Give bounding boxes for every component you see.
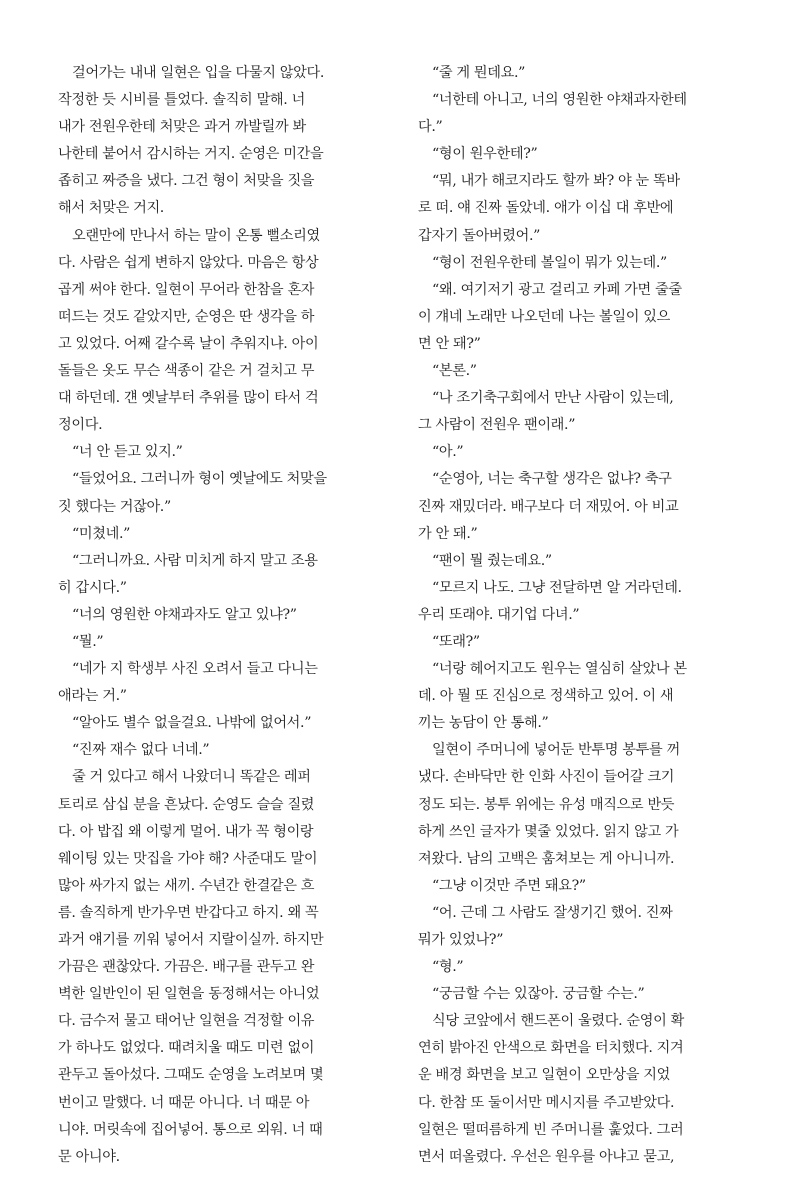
- text-line: “네가 지 학생부 사진 오려서 들고 다니는: [72, 661, 318, 678]
- text-line: 가 안 돼.”: [418, 525, 478, 542]
- text-line: 웨이팅 있는 맛집을 가야 해? 사준대도 말이: [58, 850, 318, 867]
- text-line: 운 배경 화면을 보고 일현이 오만상을 지었: [418, 1067, 670, 1084]
- text-line: 로 떠. 얘 진짜 돌았네. 애가 이십 대 후반에: [418, 200, 674, 217]
- text-line: 름. 솔직하게 반가우면 반갑다고 하지. 왜 꼭: [58, 904, 319, 921]
- text-line: 걸어가는 내내 일현은 입을 다물지 않았다.: [72, 65, 324, 81]
- text-line: 데. 아 뭘 또 진심으로 정색하고 있어. 이 새: [418, 688, 674, 705]
- text-line: 떠드는 것도 같았지만, 순영은 딴 생각을 하: [58, 308, 315, 325]
- text-line: 연히 밝아진 안색으로 화면을 터치했다. 지겨: [418, 1040, 684, 1057]
- text-line: 고 있었다. 어째 갈수록 날이 추워지냐. 아이: [58, 335, 319, 352]
- text-line: 정이다.: [58, 417, 103, 434]
- text-line: 갑자기 돌아버렸어.”: [418, 227, 541, 244]
- text-line: “너랑 헤어지고도 원우는 열심히 살았나 본: [432, 661, 687, 678]
- text-line: 끼는 농담이 안 통해.”: [418, 715, 549, 732]
- text-line: 져왔다. 남의 고백은 훔쳐보는 게 아니니까.: [418, 850, 675, 867]
- text-line: 다. 아 밥집 왜 이렇게 멀어. 내가 꼭 형이랑: [58, 823, 314, 840]
- text-line: 내가 전원우한테 처맞은 과거 까발릴까 봐: [58, 119, 306, 136]
- text-line: “형이 전원우한테 볼일이 뭐가 있는데.”: [432, 254, 667, 271]
- text-line: 뭐가 있었나?”: [418, 932, 504, 948]
- text-line: 많아 싸가지 없는 새끼. 수년간 한결같은 흐: [58, 877, 315, 894]
- text-line: 일현은 떨떠름하게 빈 주머니를 훑었다. 그러: [418, 1121, 684, 1138]
- text-line: 진짜 재밌더라. 배구보다 더 재밌어. 아 비교: [418, 498, 679, 515]
- text-line: 나한테 붙어서 감시하는 거지. 순영은 미간을: [58, 146, 324, 163]
- left-text-column: [58, 60, 396, 1171]
- text-line: “뭐, 내가 해코지라도 할까 봐? 야 눈 똑바: [432, 173, 680, 190]
- text-line: 대 하던데. 걘 옛날부터 추위를 많이 타서 걱: [58, 390, 319, 407]
- text-line: 다. 사람은 쉽게 변하지 않았다. 마음은 항상: [58, 254, 319, 271]
- text-line: 문 아니야.: [58, 1148, 120, 1165]
- text-line: 히 갑시다.”: [58, 579, 127, 596]
- text-line: 우리 또래야. 대기업 다녀.”: [418, 606, 580, 623]
- text-line: 작정한 듯 시비를 틀었다. 솔직히 말해. 너: [58, 92, 305, 109]
- text-line: “본론.”: [432, 363, 477, 380]
- text-line: 과거 얘기를 끼워 넣어서 지랄이실까. 하지만: [58, 932, 324, 948]
- text-line: 니야. 머릿속에 집어넣어. 통으로 외워. 너 때: [58, 1121, 323, 1138]
- text-line: “아.”: [432, 444, 464, 461]
- text-line: “너 안 듣고 있지.”: [72, 444, 183, 461]
- text-line: 하게 쓰인 글자가 몇줄 있었다. 읽지 않고 가: [418, 823, 679, 840]
- text-line: 번이고 말했다. 너 때문 아니다. 너 때문 아: [58, 1094, 310, 1111]
- text-line: “너의 영원한 야채과자도 알고 있냐?”: [72, 606, 297, 623]
- text-line: 토리로 삼십 분을 흔났다. 순영도 슬슬 질렸: [58, 796, 315, 813]
- text-line: “미쳤네.”: [72, 525, 131, 542]
- text-line: “진짜 재수 없다 너네.”: [72, 742, 210, 759]
- text-line: 식당 코앞에서 핸드폰이 울렸다. 순영이 확: [432, 1013, 684, 1030]
- text-line: “그냥 이것만 주면 돼요?”: [432, 877, 586, 894]
- text-line: “알아도 별수 없을걸요. 나밖에 없어서.”: [72, 715, 312, 732]
- text-line: “왜. 여기저기 광고 걸리고 카페 가면 줄줄: [432, 281, 682, 298]
- text-line: 일현이 주머니에 넣어둔 반투명 봉투를 꺼: [432, 742, 680, 759]
- text-line: 그 사람이 전원우 팬이래.”: [418, 417, 576, 434]
- text-line: 면 안 돼?”: [418, 335, 481, 352]
- text-line: 짓 했다는 거잖아.”: [58, 498, 171, 515]
- text-line: 돌들은 옷도 무슨 색종이 같은 거 걸치고 무: [58, 363, 315, 380]
- text-line: 정도 되는. 봉투 위에는 유성 매직으로 반듯: [418, 796, 675, 813]
- text-line: 오랜만에 만나서 하는 말이 온통 뻘소리였: [72, 227, 320, 244]
- text-line: “뭘.”: [72, 633, 104, 650]
- text-line: 다. 한참 또 둘이서만 메시지를 주고받았다.: [418, 1094, 675, 1111]
- text-line: 좁히고 짜증을 냈다. 그건 형이 처맞을 짓을: [58, 173, 315, 190]
- text-line: 면서 떠올렸다. 우선은 원우를 아냐고 묻고,: [418, 1148, 675, 1165]
- text-line: 애라는 거.”: [58, 688, 127, 705]
- text-line: 관두고 돌아섰다. 그때도 순영을 노려보며 몇: [58, 1067, 324, 1084]
- text-line: “형이 원우한테?”: [432, 146, 538, 163]
- text-line: “형.”: [432, 959, 464, 976]
- text-line: 가끔은 괜찮았다. 가끔은. 배구를 관두고 완: [58, 959, 315, 976]
- text-line: “들었어요. 그러니까 형이 옛날에도 처맞을: [72, 471, 327, 488]
- text-line: 가 하나도 없었다. 때려치울 때도 미련 없이: [58, 1040, 315, 1057]
- text-line: 곱게 써야 한다. 일현이 무어라 한참을 혼자: [58, 281, 315, 298]
- text-line: “순영아, 너는 축구할 생각은 없냐? 축구: [432, 471, 672, 488]
- text-line: 해서 처맞은 거지.: [58, 200, 164, 217]
- text-line: “모르지 나도. 그냥 전달하면 알 거라던데.: [432, 579, 682, 596]
- text-line: “어. 근데 그 사람도 잘생기긴 했어. 진짜: [432, 904, 673, 921]
- text-line: “궁금할 수는 있잖아. 궁금할 수는.”: [432, 986, 645, 1003]
- text-line: 다.”: [418, 119, 443, 136]
- right-text-column: [418, 60, 756, 1171]
- text-line: “줄 게 뭔데요.”: [432, 65, 526, 81]
- text-line: 냈다. 손바닥만 한 인화 사진이 들어갈 크기: [418, 769, 675, 786]
- text-line: “또래?”: [432, 633, 480, 650]
- text-line: “팬이 뭘 줬는데요.”: [432, 552, 552, 569]
- text-line: “너한테 아니고, 너의 영원한 야채과자한테: [432, 92, 687, 109]
- text-line: “그러니까요. 사람 미치게 하지 말고 조용: [72, 552, 318, 569]
- text-line: “나 조기축구회에서 만난 사람이 있는데,: [432, 390, 674, 407]
- text-line: 이 걔네 노래만 나오던데 나는 볼일이 있으: [418, 308, 670, 325]
- text-line: 다. 금수저 물고 태어난 일현을 걱정할 이유: [58, 1013, 315, 1030]
- text-line: 벽한 일반인이 된 일현을 동정해서는 아니었: [58, 986, 320, 1003]
- text-line: 줄 거 있다고 해서 나왔더니 똑같은 레퍼: [72, 769, 311, 786]
